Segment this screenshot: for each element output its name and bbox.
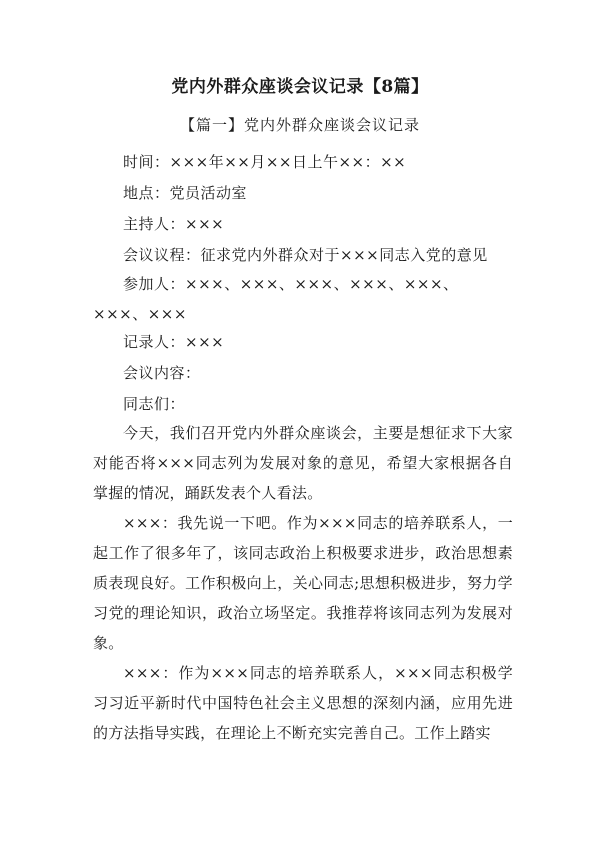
content-label: 会议内容： [123, 364, 201, 382]
paragraph-speaker-1: ×××：我先说一下吧。作为×××同志的培养联系人，一起工作了很多年了，该同志政治上积极要求进步，政治思想素质表现良好。工作积极向上，关心同志;思想积极进步，努力学习党的理论知识，政治立场坚定。我推荐将该同志列为发展对象。 [93, 514, 513, 652]
paragraph-opening: 今天，我们召开党内外群众座谈会，主要是想征求下大家对能否将×××同志列为发展对象的意见，希望大家根据各自掌握的情况，踊跃发表个人看法。 [93, 424, 513, 502]
meeting-agenda: 会议议程：征求党内外群众对于×××同志入党的意见 [123, 246, 488, 264]
section-subtitle: 【篇一】党内外群众座谈会议记录 [179, 116, 420, 134]
meeting-location: 地点：党员活动室 [123, 184, 248, 202]
document-title: 党内外群众座谈会议记录【8篇】 [171, 77, 429, 97]
meeting-attendees: 参加人：×××、×××、×××、×××、×××、×××、××× [93, 275, 459, 323]
meeting-recorder: 记录人：××× [123, 333, 225, 351]
paragraph-speaker-2: ×××：作为×××同志的培养联系人，×××同志积极学习习近平新时代中国特色社会主义思想的深刻内涵，应用先进的方法指导实践，在理论上不断充实完善自己。工作上踏实 [93, 664, 513, 742]
meeting-host: 主持人：××× [123, 215, 225, 233]
meeting-time: 时间：×××年××月××日上午××：×× [123, 153, 407, 171]
greeting: 同志们： [123, 395, 186, 413]
